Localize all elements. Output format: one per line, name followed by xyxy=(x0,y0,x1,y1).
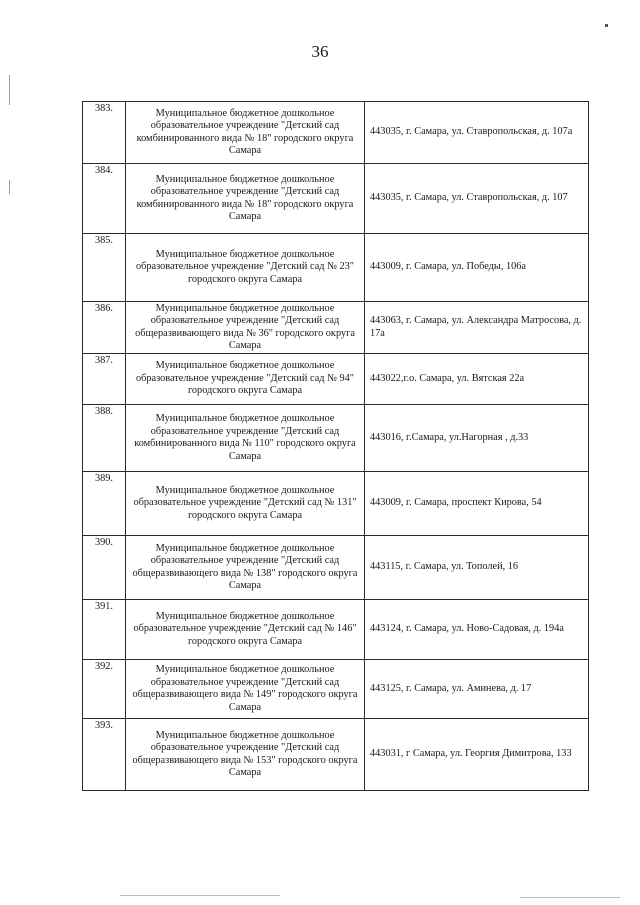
row-number: 383. xyxy=(83,102,126,164)
institution-address: 443009, г. Самара, проспект Кирова, 54 xyxy=(365,472,589,536)
institution-address: 443115, г. Самара, ул. Тополей, 16 xyxy=(365,536,589,600)
institution-name: Муниципальное бюджетное дошкольное образовательное учреждение "Детский сад общеразвивающего вида № 36" городского округа Самара xyxy=(126,302,365,354)
scan-margin-mark xyxy=(9,180,10,194)
institution-name: Муниципальное бюджетное дошкольное образовательное учреждение "Детский сад № 131" городского округа Самара xyxy=(126,472,365,536)
row-number: 390. xyxy=(83,536,126,600)
table-row xyxy=(83,234,589,302)
row-number: 393. xyxy=(83,719,126,791)
institution-name: Муниципальное бюджетное дошкольное образовательное учреждение "Детский сад комбинированного вида № 18" городского округа Самара xyxy=(126,164,365,234)
row-number: 391. xyxy=(83,600,126,660)
row-number: 388. xyxy=(83,405,126,472)
institution-address: 443009, г. Самара, ул. Победы, 106а xyxy=(365,234,589,302)
table-row xyxy=(83,354,589,405)
scan-margin-mark xyxy=(9,75,10,105)
row-number: 392. xyxy=(83,660,126,719)
table-row xyxy=(83,472,589,536)
institution-name: Муниципальное бюджетное дошкольное образовательное учреждение "Детский сад комбинированного вида № 110" городского округа Самара xyxy=(126,405,365,472)
institution-address: 443035, г. Самара, ул. Ставропольская, д. 107 xyxy=(365,164,589,234)
scan-smudge xyxy=(520,897,620,898)
institution-address: 443031, г Самара, ул. Георгия Димитрова, 133 xyxy=(365,719,589,791)
row-number: 389. xyxy=(83,472,126,536)
table-row xyxy=(83,102,589,164)
registry-table xyxy=(82,101,589,791)
scan-smudge xyxy=(120,895,280,896)
table-row xyxy=(83,405,589,472)
page-number: 36 xyxy=(311,42,329,61)
institution-name: Муниципальное бюджетное дошкольное образовательное учреждение "Детский сад общеразвивающего вида № 149" городского округа Самара xyxy=(126,660,365,719)
table-row xyxy=(83,600,589,660)
institution-address: 443124, г. Самара, ул. Ново-Садовая, д. 194а xyxy=(365,600,589,660)
table-row xyxy=(83,302,589,354)
row-number: 384. xyxy=(83,164,126,234)
table-row xyxy=(83,719,589,791)
institution-address: 443035, г. Самара, ул. Ставропольская, д. 107а xyxy=(365,102,589,164)
row-number: 386. xyxy=(83,302,126,354)
row-number: 385. xyxy=(83,234,126,302)
institution-address: 443022,г.о. Самара, ул. Вятская 22а xyxy=(365,354,589,405)
row-number: 387. xyxy=(83,354,126,405)
institution-name: Муниципальное бюджетное дошкольное образовательное учреждение "Детский сад общеразвивающего вида № 153" городского округа Самара xyxy=(126,719,365,791)
institution-name: Муниципальное бюджетное дошкольное образовательное учреждение "Детский сад комбинированного вида № 18" городского округа Самара xyxy=(126,102,365,164)
table-row xyxy=(83,164,589,234)
scan-corner-mark xyxy=(605,24,608,27)
table-row xyxy=(83,660,589,719)
institution-address: 443016, г.Самара, ул.Нагорная , д.33 xyxy=(365,405,589,472)
institution-name: Муниципальное бюджетное дошкольное образовательное учреждение "Детский сад № 146" городского округа Самара xyxy=(126,600,365,660)
institution-name: Муниципальное бюджетное дошкольное образовательное учреждение "Детский сад общеразвивающего вида № 138" городского округа Самара xyxy=(126,536,365,600)
institution-address: 443063, г. Самара, ул. Александра Матросова, д. 17а xyxy=(365,302,589,354)
institution-address: 443125, г. Самара, ул. Аминева, д. 17 xyxy=(365,660,589,719)
table-row xyxy=(83,536,589,600)
institution-name: Муниципальное бюджетное дошкольное образовательное учреждение "Детский сад № 23" городского округа Самара xyxy=(126,234,365,302)
institution-name: Муниципальное бюджетное дошкольное образовательное учреждение "Детский сад № 94" городского округа Самара xyxy=(126,354,365,405)
